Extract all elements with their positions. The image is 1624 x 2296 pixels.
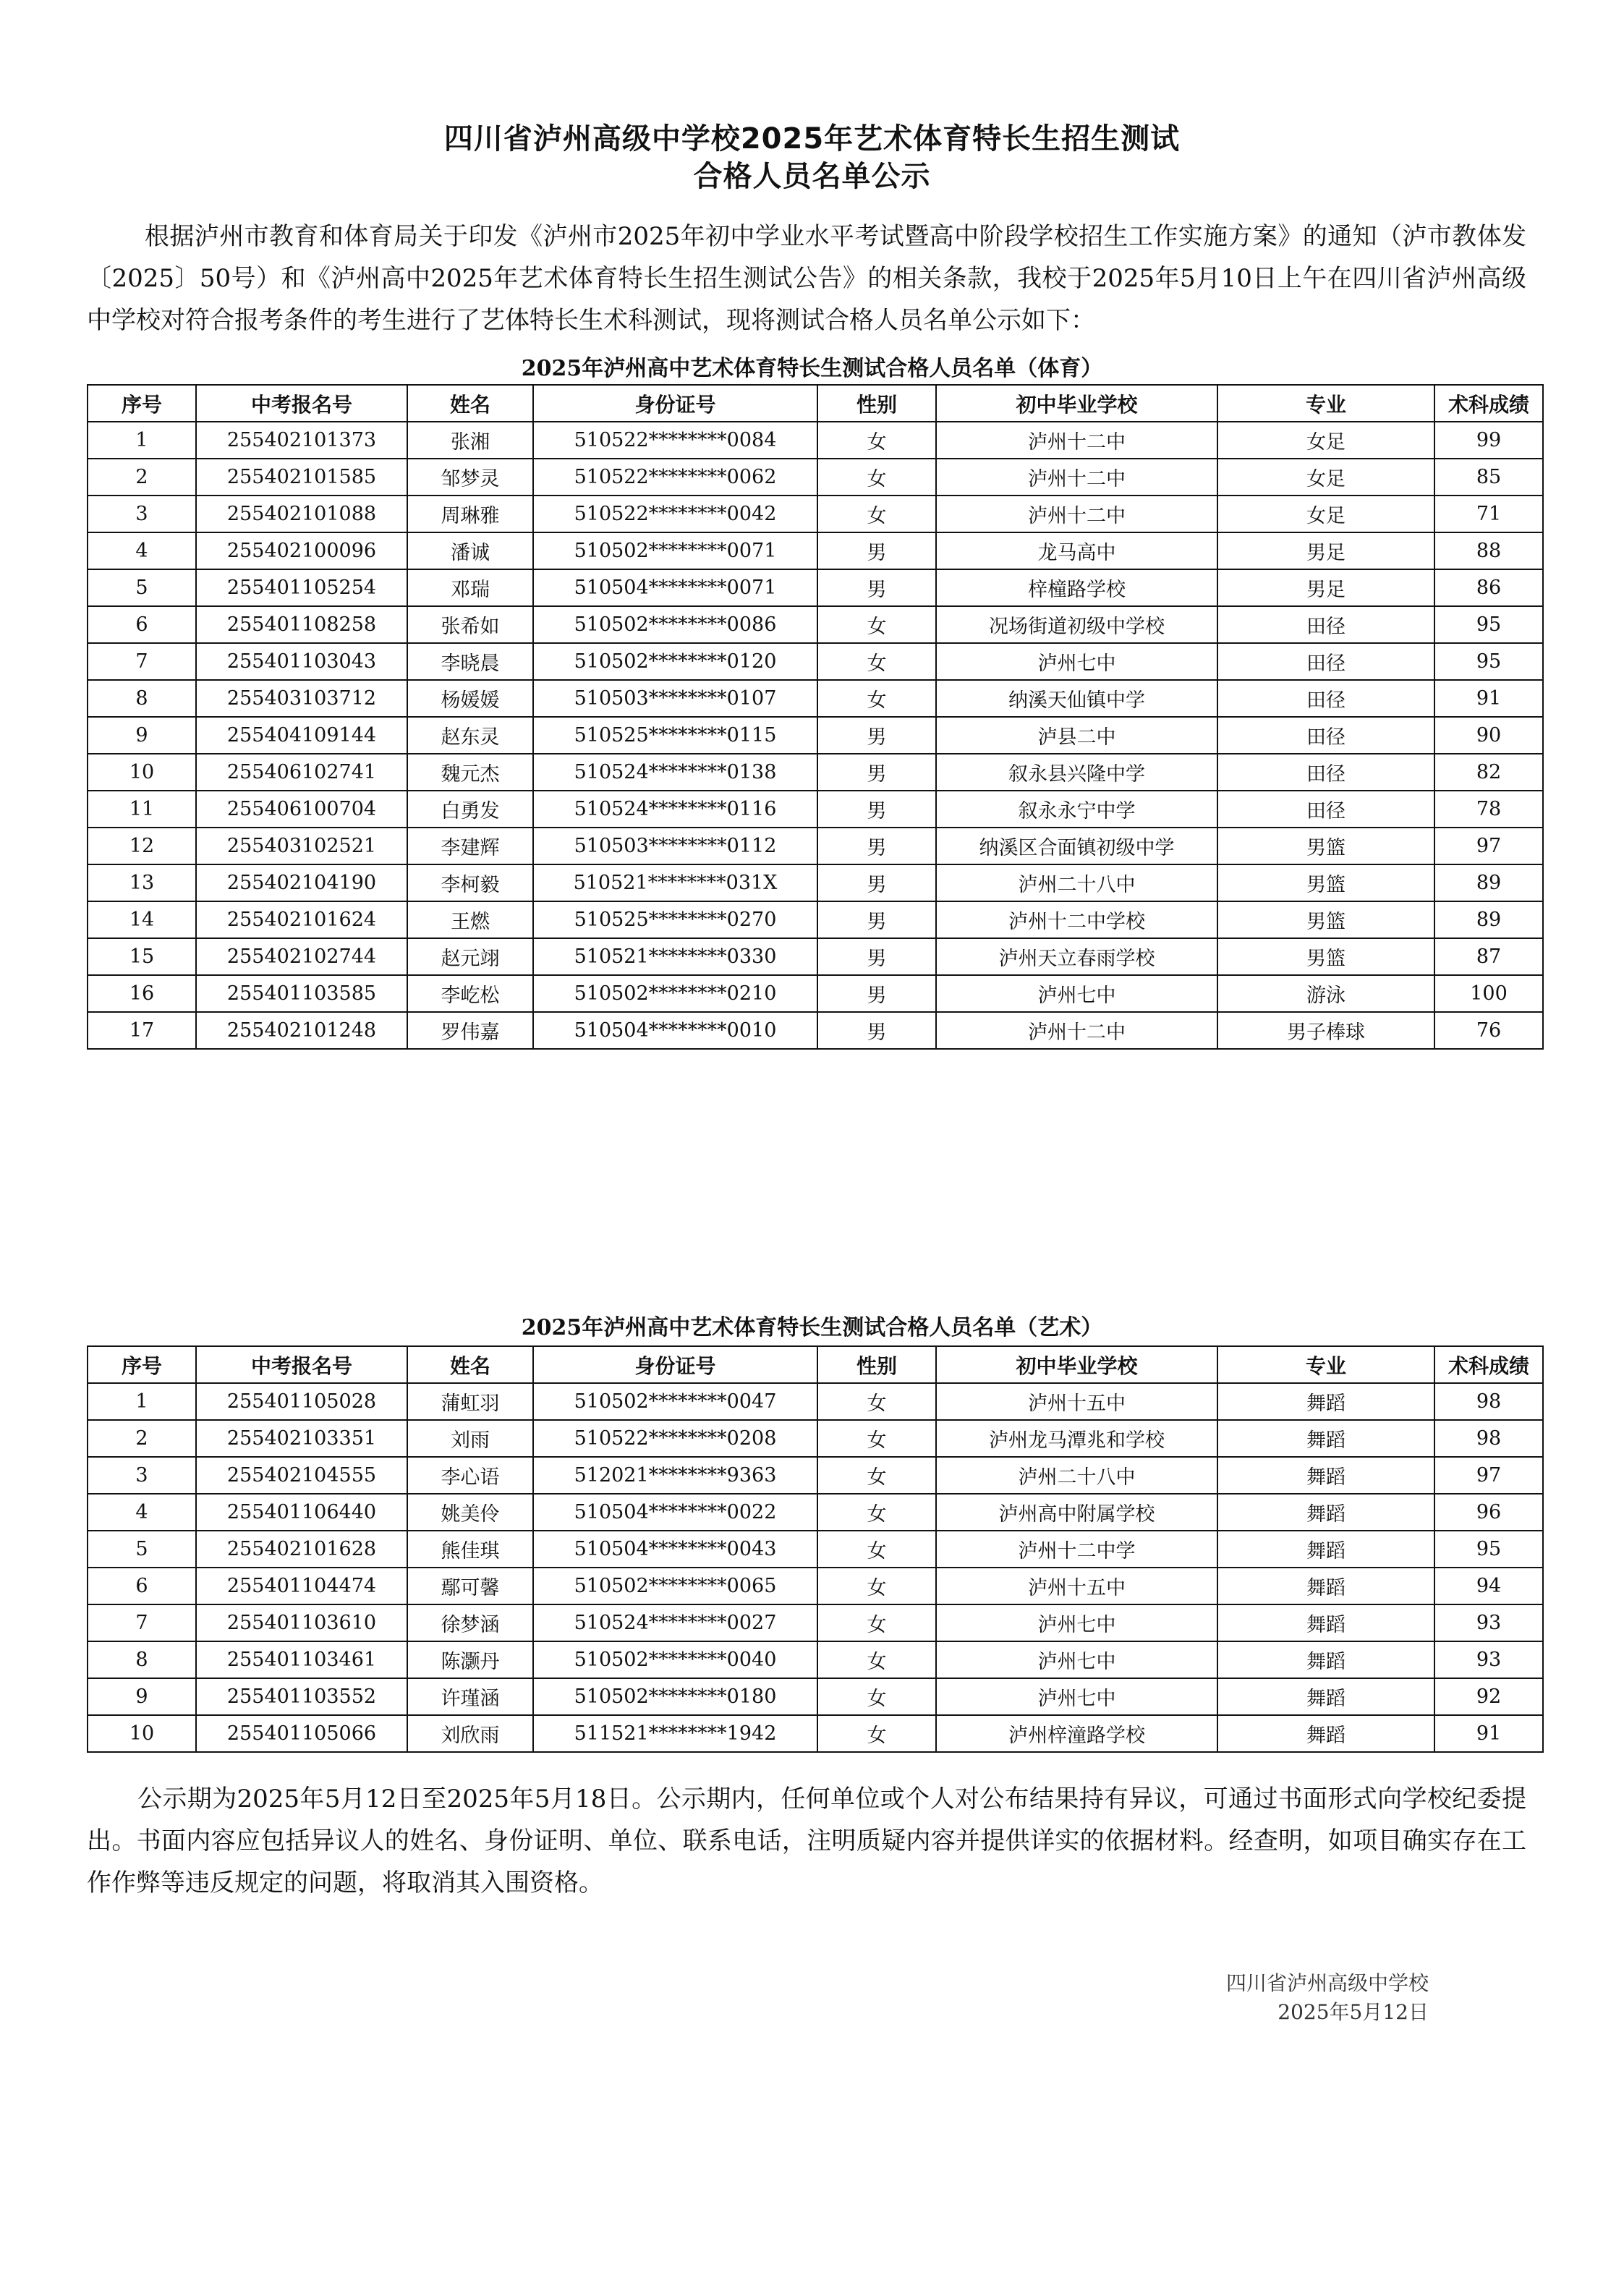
cell-gender: 男 xyxy=(817,754,936,791)
cell-id-no: 510522********0062 xyxy=(533,459,817,496)
cell-score: 95 xyxy=(1434,1531,1543,1568)
cell-id-no: 510522********0084 xyxy=(533,422,817,459)
cell-score: 100 xyxy=(1434,975,1543,1012)
cell-gender: 女 xyxy=(817,459,936,496)
cell-exam-no: 255404109144 xyxy=(196,717,407,754)
cell-major: 男篮 xyxy=(1217,828,1434,864)
cell-id-no: 510503********0107 xyxy=(533,680,817,717)
cell-name: 熊佳琪 xyxy=(407,1531,533,1568)
cell-exam-no: 255401105028 xyxy=(196,1383,407,1420)
cell-score: 88 xyxy=(1434,532,1543,569)
cell-score: 91 xyxy=(1434,1715,1543,1752)
cell-id-no: 510524********0138 xyxy=(533,754,817,791)
cell-score: 76 xyxy=(1434,1012,1543,1049)
table-row xyxy=(88,1457,1543,1494)
cell-exam-no: 255401105254 xyxy=(196,569,407,606)
cell-seq: 9 xyxy=(88,1678,196,1715)
cell-name: 邹梦灵 xyxy=(407,459,533,496)
cell-score: 96 xyxy=(1434,1494,1543,1531)
cell-school: 泸州十二中 xyxy=(936,422,1217,459)
cell-school: 泸州七中 xyxy=(936,643,1217,680)
cell-school: 泸州七中 xyxy=(936,1604,1217,1641)
cell-seq: 2 xyxy=(88,1420,196,1457)
cell-score: 86 xyxy=(1434,569,1543,606)
table-header-row xyxy=(88,385,1543,422)
table-row xyxy=(88,1604,1543,1641)
cell-seq: 6 xyxy=(88,1568,196,1604)
cell-name: 赵元翊 xyxy=(407,938,533,975)
cell-name: 张希如 xyxy=(407,606,533,643)
table-row xyxy=(88,717,1543,754)
cell-score: 98 xyxy=(1434,1383,1543,1420)
cell-major: 女足 xyxy=(1217,496,1434,532)
column-header-exam-no: 中考报名号 xyxy=(196,385,407,422)
cell-major: 舞蹈 xyxy=(1217,1420,1434,1457)
cell-id-no: 510503********0112 xyxy=(533,828,817,864)
cell-gender: 女 xyxy=(817,1494,936,1531)
cell-seq: 4 xyxy=(88,1494,196,1531)
column-header-name: 姓名 xyxy=(407,385,533,422)
cell-id-no: 510502********0065 xyxy=(533,1568,817,1604)
cell-exam-no: 255402101248 xyxy=(196,1012,407,1049)
cell-exam-no: 255402101624 xyxy=(196,901,407,938)
table-row xyxy=(88,1012,1543,1049)
cell-id-no: 512021********9363 xyxy=(533,1457,817,1494)
cell-gender: 男 xyxy=(817,864,936,901)
cell-score: 95 xyxy=(1434,606,1543,643)
cell-major: 男足 xyxy=(1217,569,1434,606)
cell-gender: 女 xyxy=(817,496,936,532)
cell-score: 93 xyxy=(1434,1604,1543,1641)
cell-name: 邓瑞 xyxy=(407,569,533,606)
cell-gender: 男 xyxy=(817,938,936,975)
table-row xyxy=(88,459,1543,496)
cell-seq: 10 xyxy=(88,1715,196,1752)
cell-school: 龙马高中 xyxy=(936,532,1217,569)
cell-school: 泸县二中 xyxy=(936,717,1217,754)
cell-exam-no: 255401104474 xyxy=(196,1568,407,1604)
cell-gender: 男 xyxy=(817,1012,936,1049)
cell-major: 女足 xyxy=(1217,459,1434,496)
cell-gender: 男 xyxy=(817,532,936,569)
cell-major: 男篮 xyxy=(1217,938,1434,975)
cell-school: 泸州高中附属学校 xyxy=(936,1494,1217,1531)
cell-seq: 9 xyxy=(88,717,196,754)
cell-name: 李柯毅 xyxy=(407,864,533,901)
cell-score: 98 xyxy=(1434,1420,1543,1457)
cell-id-no: 510502********0071 xyxy=(533,532,817,569)
cell-major: 游泳 xyxy=(1217,975,1434,1012)
table-row xyxy=(88,532,1543,569)
cell-seq: 3 xyxy=(88,496,196,532)
table-row xyxy=(88,1678,1543,1715)
cell-gender: 男 xyxy=(817,828,936,864)
cell-name: 杨媛媛 xyxy=(407,680,533,717)
cell-id-no: 510504********0010 xyxy=(533,1012,817,1049)
cell-major: 舞蹈 xyxy=(1217,1604,1434,1641)
cell-seq: 1 xyxy=(88,1383,196,1420)
table-row xyxy=(88,975,1543,1012)
cell-score: 97 xyxy=(1434,1457,1543,1494)
cell-seq: 6 xyxy=(88,606,196,643)
cell-score: 78 xyxy=(1434,791,1543,828)
cell-seq: 17 xyxy=(88,1012,196,1049)
cell-score: 94 xyxy=(1434,1568,1543,1604)
cell-name: 王燃 xyxy=(407,901,533,938)
arts-table-caption: 2025年泸州高中艺术体育特长生测试合格人员名单（艺术） xyxy=(521,1315,1103,1340)
cell-id-no: 510525********0115 xyxy=(533,717,817,754)
cell-id-no: 511521********1942 xyxy=(533,1715,817,1752)
cell-major: 舞蹈 xyxy=(1217,1568,1434,1604)
cell-name: 李建辉 xyxy=(407,828,533,864)
document-title-line1: 四川省泸州高级中学校2025年艺术体育特长生招生测试 xyxy=(443,122,1181,156)
cell-gender: 女 xyxy=(817,1604,936,1641)
cell-school: 泸州七中 xyxy=(936,1641,1217,1678)
sports-results-table xyxy=(87,384,1544,1050)
cell-score: 89 xyxy=(1434,901,1543,938)
cell-score: 99 xyxy=(1434,422,1543,459)
cell-school: 泸州十二中学 xyxy=(936,1531,1217,1568)
column-header-exam-no: 中考报名号 xyxy=(196,1346,407,1383)
cell-seq: 15 xyxy=(88,938,196,975)
cell-school: 梓橦路学校 xyxy=(936,569,1217,606)
cell-school: 泸州龙马潭兆和学校 xyxy=(936,1420,1217,1457)
cell-seq: 4 xyxy=(88,532,196,569)
cell-major: 女足 xyxy=(1217,422,1434,459)
cell-seq: 10 xyxy=(88,754,196,791)
cell-school: 泸州十二中 xyxy=(936,496,1217,532)
cell-seq: 11 xyxy=(88,791,196,828)
table-row xyxy=(88,1715,1543,1752)
table-row xyxy=(88,1641,1543,1678)
column-header-id-no: 身份证号 xyxy=(533,1346,817,1383)
cell-id-no: 510522********0208 xyxy=(533,1420,817,1457)
cell-gender: 女 xyxy=(817,1383,936,1420)
column-header-gender: 性别 xyxy=(817,1346,936,1383)
cell-name: 许瑾涵 xyxy=(407,1678,533,1715)
table-row xyxy=(88,1568,1543,1604)
cell-gender: 女 xyxy=(817,1568,936,1604)
cell-gender: 女 xyxy=(817,680,936,717)
cell-id-no: 510522********0042 xyxy=(533,496,817,532)
cell-gender: 男 xyxy=(817,901,936,938)
cell-exam-no: 255401106440 xyxy=(196,1494,407,1531)
cell-school: 泸州二十八中 xyxy=(936,864,1217,901)
cell-seq: 1 xyxy=(88,422,196,459)
cell-score: 97 xyxy=(1434,828,1543,864)
cell-id-no: 510525********0270 xyxy=(533,901,817,938)
cell-name: 鄢可馨 xyxy=(407,1568,533,1604)
cell-seq: 5 xyxy=(88,569,196,606)
table-row xyxy=(88,791,1543,828)
cell-id-no: 510524********0027 xyxy=(533,1604,817,1641)
cell-id-no: 510521********0330 xyxy=(533,938,817,975)
cell-school: 泸州七中 xyxy=(936,975,1217,1012)
cell-exam-no: 255403103712 xyxy=(196,680,407,717)
table-row xyxy=(88,643,1543,680)
column-header-major: 专业 xyxy=(1217,1346,1434,1383)
arts-results-table xyxy=(87,1345,1544,1753)
column-header-major: 专业 xyxy=(1217,385,1434,422)
column-header-seq: 序号 xyxy=(88,385,196,422)
cell-major: 田径 xyxy=(1217,643,1434,680)
cell-name: 周琳雅 xyxy=(407,496,533,532)
cell-seq: 8 xyxy=(88,680,196,717)
cell-score: 85 xyxy=(1434,459,1543,496)
cell-major: 舞蹈 xyxy=(1217,1641,1434,1678)
cell-school: 叙永县兴隆中学 xyxy=(936,754,1217,791)
cell-score: 71 xyxy=(1434,496,1543,532)
cell-exam-no: 255402104190 xyxy=(196,864,407,901)
cell-seq: 12 xyxy=(88,828,196,864)
cell-major: 舞蹈 xyxy=(1217,1678,1434,1715)
cell-seq: 2 xyxy=(88,459,196,496)
cell-exam-no: 255401108258 xyxy=(196,606,407,643)
cell-id-no: 510504********0071 xyxy=(533,569,817,606)
table-row xyxy=(88,828,1543,864)
column-header-gender: 性别 xyxy=(817,385,936,422)
table-row xyxy=(88,496,1543,532)
cell-exam-no: 255402104555 xyxy=(196,1457,407,1494)
cell-score: 90 xyxy=(1434,717,1543,754)
cell-id-no: 510504********0043 xyxy=(533,1531,817,1568)
cell-major: 男篮 xyxy=(1217,901,1434,938)
cell-score: 91 xyxy=(1434,680,1543,717)
cell-id-no: 510502********0210 xyxy=(533,975,817,1012)
cell-school: 纳溪天仙镇中学 xyxy=(936,680,1217,717)
cell-school: 纳溪区合面镇初级中学 xyxy=(936,828,1217,864)
cell-score: 93 xyxy=(1434,1641,1543,1678)
cell-school: 泸州七中 xyxy=(936,1678,1217,1715)
cell-id-no: 510502********0180 xyxy=(533,1678,817,1715)
cell-exam-no: 255402100096 xyxy=(196,532,407,569)
cell-name: 蒲虹羽 xyxy=(407,1383,533,1420)
cell-name: 李晓晨 xyxy=(407,643,533,680)
signature-date: 2025年5月12日 xyxy=(1277,2000,1429,2024)
cell-name: 李屹松 xyxy=(407,975,533,1012)
cell-school: 泸州天立春雨学校 xyxy=(936,938,1217,975)
signature-organization: 四川省泸州高级中学校 xyxy=(1225,1971,1429,1995)
cell-exam-no: 255401103043 xyxy=(196,643,407,680)
column-header-school: 初中毕业学校 xyxy=(936,1346,1217,1383)
cell-name: 陈灏丹 xyxy=(407,1641,533,1678)
cell-gender: 男 xyxy=(817,569,936,606)
cell-exam-no: 255402103351 xyxy=(196,1420,407,1457)
column-header-seq: 序号 xyxy=(88,1346,196,1383)
cell-major: 田径 xyxy=(1217,754,1434,791)
table-row xyxy=(88,938,1543,975)
cell-name: 姚美伶 xyxy=(407,1494,533,1531)
cell-seq: 14 xyxy=(88,901,196,938)
cell-major: 舞蹈 xyxy=(1217,1383,1434,1420)
cell-gender: 女 xyxy=(817,606,936,643)
cell-school: 泸州十五中 xyxy=(936,1383,1217,1420)
cell-gender: 女 xyxy=(817,1457,936,1494)
cell-score: 87 xyxy=(1434,938,1543,975)
cell-major: 男子棒球 xyxy=(1217,1012,1434,1049)
table-row xyxy=(88,606,1543,643)
cell-gender: 女 xyxy=(817,643,936,680)
cell-gender: 男 xyxy=(817,717,936,754)
cell-school: 泸州十五中 xyxy=(936,1568,1217,1604)
table-row xyxy=(88,1420,1543,1457)
cell-seq: 7 xyxy=(88,1604,196,1641)
cell-seq: 16 xyxy=(88,975,196,1012)
table-row xyxy=(88,1383,1543,1420)
cell-school: 泸州十二中 xyxy=(936,1012,1217,1049)
intro-paragraph: 根据泸州市教育和体育局关于印发《泸州市2025年初中学业水平考试暨高中阶段学校招生工作实施方案》的通知（泸市教体发〔2025〕50号）和《泸州高中2025年艺术体育特长生招生测试公告》的相关条款，我校于2025年5月10日上午在四川省泸州高级中学校对符合报考条件的考生进行了艺体特长生术科测试，现将测试合格人员名单公示如下： xyxy=(87,222,1526,335)
cell-score: 82 xyxy=(1434,754,1543,791)
cell-id-no: 510502********0120 xyxy=(533,643,817,680)
cell-id-no: 510524********0116 xyxy=(533,791,817,828)
cell-school: 叙永永宁中学 xyxy=(936,791,1217,828)
cell-id-no: 510504********0022 xyxy=(533,1494,817,1531)
cell-seq: 13 xyxy=(88,864,196,901)
table-row xyxy=(88,1494,1543,1531)
cell-seq: 3 xyxy=(88,1457,196,1494)
cell-score: 92 xyxy=(1434,1678,1543,1715)
cell-id-no: 510502********0047 xyxy=(533,1383,817,1420)
cell-name: 李心语 xyxy=(407,1457,533,1494)
cell-exam-no: 255402101088 xyxy=(196,496,407,532)
cell-major: 男篮 xyxy=(1217,864,1434,901)
cell-exam-no: 255402101585 xyxy=(196,459,407,496)
cell-name: 刘雨 xyxy=(407,1420,533,1457)
cell-name: 魏元杰 xyxy=(407,754,533,791)
cell-exam-no: 255401103552 xyxy=(196,1678,407,1715)
column-header-score: 术科成绩 xyxy=(1434,385,1543,422)
cell-major: 舞蹈 xyxy=(1217,1715,1434,1752)
cell-school: 况场街道初级中学校 xyxy=(936,606,1217,643)
cell-name: 张湘 xyxy=(407,422,533,459)
cell-gender: 男 xyxy=(817,791,936,828)
cell-gender: 女 xyxy=(817,422,936,459)
cell-major: 舞蹈 xyxy=(1217,1531,1434,1568)
cell-gender: 女 xyxy=(817,1678,936,1715)
sports-table-caption: 2025年泸州高中艺术体育特长生测试合格人员名单（体育） xyxy=(521,356,1103,381)
cell-gender: 女 xyxy=(817,1420,936,1457)
cell-id-no: 510502********0086 xyxy=(533,606,817,643)
document-title-line2: 合格人员名单公示 xyxy=(693,160,931,193)
cell-gender: 男 xyxy=(817,975,936,1012)
cell-school: 泸州梓潼路学校 xyxy=(936,1715,1217,1752)
cell-major: 田径 xyxy=(1217,680,1434,717)
cell-exam-no: 255403102521 xyxy=(196,828,407,864)
cell-major: 田径 xyxy=(1217,791,1434,828)
column-header-school: 初中毕业学校 xyxy=(936,385,1217,422)
cell-score: 89 xyxy=(1434,864,1543,901)
table-row xyxy=(88,569,1543,606)
cell-id-no: 510502********0040 xyxy=(533,1641,817,1678)
cell-gender: 女 xyxy=(817,1641,936,1678)
cell-major: 舞蹈 xyxy=(1217,1457,1434,1494)
cell-school: 泸州十二中学校 xyxy=(936,901,1217,938)
cell-major: 田径 xyxy=(1217,717,1434,754)
cell-score: 95 xyxy=(1434,643,1543,680)
cell-exam-no: 255402101628 xyxy=(196,1531,407,1568)
cell-exam-no: 255406100704 xyxy=(196,791,407,828)
cell-name: 潘诚 xyxy=(407,532,533,569)
cell-exam-no: 255402102744 xyxy=(196,938,407,975)
cell-seq: 8 xyxy=(88,1641,196,1678)
column-header-name: 姓名 xyxy=(407,1346,533,1383)
cell-gender: 女 xyxy=(817,1531,936,1568)
cell-school: 泸州十二中 xyxy=(936,459,1217,496)
cell-exam-no: 255401103585 xyxy=(196,975,407,1012)
cell-school: 泸州二十八中 xyxy=(936,1457,1217,1494)
table-row xyxy=(88,901,1543,938)
cell-name: 白勇发 xyxy=(407,791,533,828)
table-row xyxy=(88,864,1543,901)
cell-name: 罗伟嘉 xyxy=(407,1012,533,1049)
column-header-score: 术科成绩 xyxy=(1434,1346,1543,1383)
cell-exam-no: 255401103610 xyxy=(196,1604,407,1641)
column-header-id-no: 身份证号 xyxy=(533,385,817,422)
cell-major: 田径 xyxy=(1217,606,1434,643)
cell-exam-no: 255401105066 xyxy=(196,1715,407,1752)
table-row xyxy=(88,422,1543,459)
cell-seq: 5 xyxy=(88,1531,196,1568)
cell-exam-no: 255406102741 xyxy=(196,754,407,791)
table-row xyxy=(88,754,1543,791)
cell-exam-no: 255401103461 xyxy=(196,1641,407,1678)
cell-name: 赵东灵 xyxy=(407,717,533,754)
table-header-row xyxy=(88,1346,1543,1383)
cell-gender: 女 xyxy=(817,1715,936,1752)
cell-major: 男足 xyxy=(1217,532,1434,569)
cell-seq: 7 xyxy=(88,643,196,680)
cell-name: 徐梦涵 xyxy=(407,1604,533,1641)
cell-major: 舞蹈 xyxy=(1217,1494,1434,1531)
cell-exam-no: 255402101373 xyxy=(196,422,407,459)
table-row xyxy=(88,1531,1543,1568)
notice-paragraph: 公示期为2025年5月12日至2025年5月18日。公示期内，任何单位或个人对公布结果持有异议，可通过书面形式向学校纪委提出。书面内容应包括异议人的姓名、身份证明、单位、联系电话，注明质疑内容并提供详实的依据材料。经查明，如项目确实存在工作作弊等违反规定的问题，将取消其入围资格。 xyxy=(87,1785,1526,1897)
cell-id-no: 510521********031X xyxy=(533,864,817,901)
cell-name: 刘欣雨 xyxy=(407,1715,533,1752)
table-row xyxy=(88,680,1543,717)
